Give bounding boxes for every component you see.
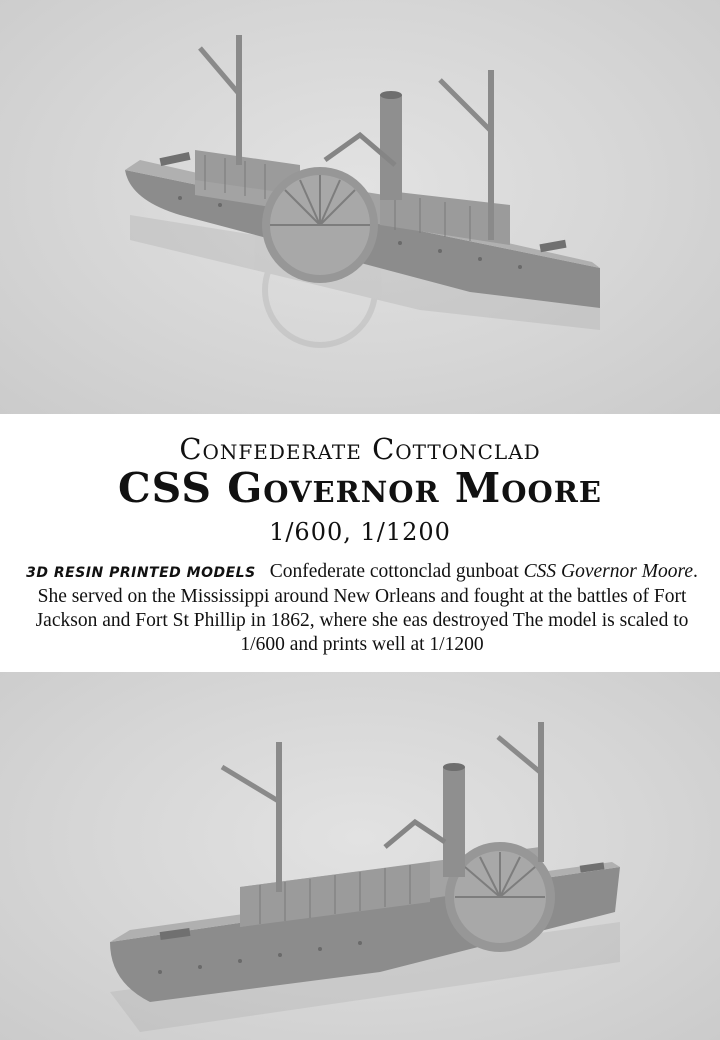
description-ship-name: CSS Governor Moore xyxy=(523,561,693,582)
text-panel xyxy=(0,414,720,672)
subtitle: Confederate Cottonclad xyxy=(179,432,541,466)
ship-model-illustration-top xyxy=(0,0,720,414)
page-title: CSS Governor Moore xyxy=(118,464,602,512)
scales-label: 1/600, 1/1200 xyxy=(269,518,451,546)
ship-model-illustration-bottom xyxy=(0,672,720,1040)
brand-label: 3D RESIN PRINTED MODELS xyxy=(26,565,256,581)
description-rest: . She served on the Mississippi around New Orleans and fought at the battles of Fort Jackson and Fort St Phillip in 1862, where she eas destroyed The model is scaled to 1/600 and prints well at 1/1200 xyxy=(35,561,698,655)
description xyxy=(14,560,710,657)
description-lead: Confederate cottonclad gunboat xyxy=(269,561,524,582)
model-render-bottom xyxy=(0,672,720,1040)
model-render-top xyxy=(0,0,720,414)
